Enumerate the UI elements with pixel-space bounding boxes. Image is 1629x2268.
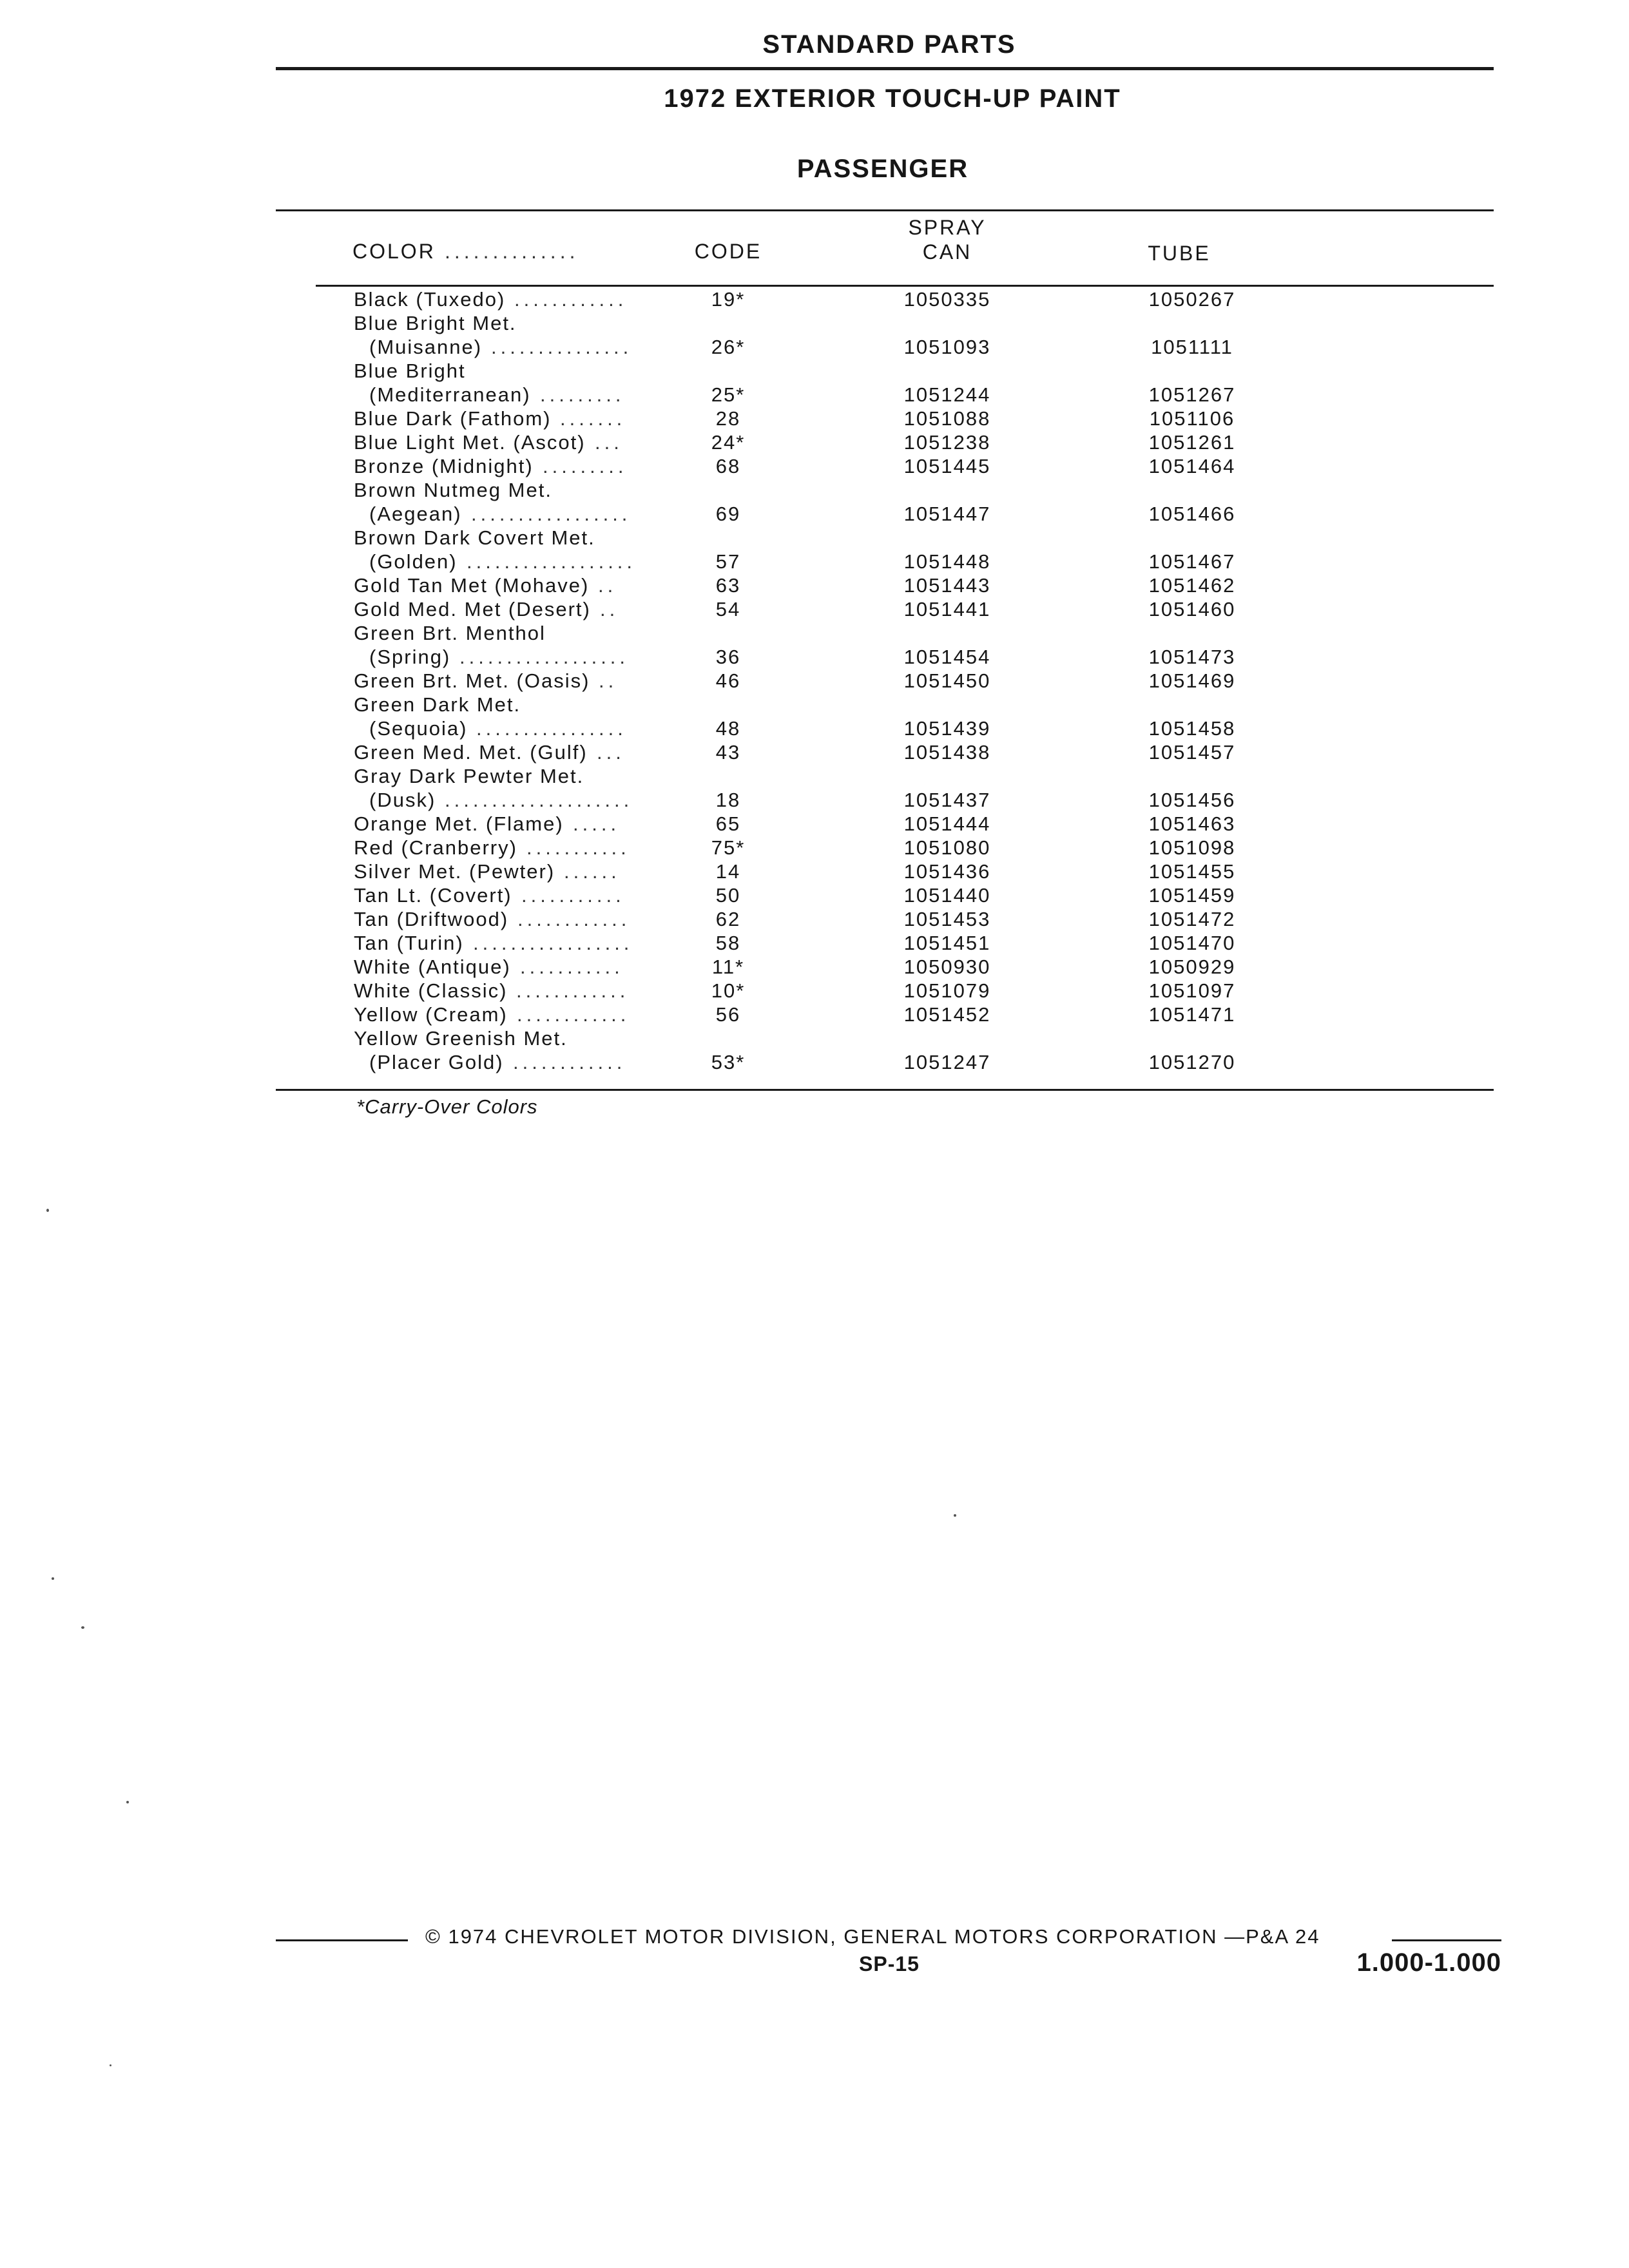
column-header-spray-line1: SPRAY: [908, 216, 987, 239]
table-row: [0, 598, 1629, 622]
cell-code: 63: [715, 574, 741, 597]
table-row: [0, 789, 1629, 812]
table-header-rule: [316, 285, 1494, 287]
cell-color: Blue Bright: [354, 360, 466, 382]
page-title: 1972 EXTERIOR TOUCH-UP PAINT: [664, 84, 1121, 113]
cell-code: 54: [715, 598, 741, 620]
cell-spray-can: 1051437: [903, 789, 991, 811]
cell-color: Gold Tan Met (Mohave): [354, 574, 590, 597]
category-title: PASSENGER: [796, 155, 969, 183]
scan-speck: [110, 2064, 111, 2066]
cell-spray-can: 1050335: [903, 288, 991, 311]
dot-leaders: ................: [476, 717, 627, 740]
table-row: [0, 383, 1629, 407]
table-row: [0, 717, 1629, 741]
scan-speck: [52, 1577, 54, 1580]
cell-color: Blue Bright Met.: [354, 312, 517, 334]
dot-leaders: ............: [517, 908, 631, 930]
dot-leaders: ...........: [521, 884, 625, 907]
cell-code: 48: [715, 717, 741, 740]
table-bottom-rule: [276, 1089, 1494, 1091]
cell-tube: 1051455: [1148, 860, 1236, 883]
cell-tube: 1051473: [1148, 646, 1236, 668]
cell-color: (Placer Gold): [369, 1051, 504, 1073]
cell-spray-can: 1051438: [903, 741, 991, 764]
dot-leaders: .....: [573, 812, 621, 835]
table-row: [0, 812, 1629, 836]
dot-leaders: .................: [473, 932, 633, 954]
cell-color: Brown Nutmeg Met.: [354, 479, 552, 501]
cell-tube: 1051472: [1148, 908, 1236, 930]
cell-tube: 1051457: [1148, 741, 1236, 764]
cell-code: 68: [715, 455, 741, 477]
cell-spray-can: 1051088: [903, 407, 991, 430]
cell-color: Green Brt. Met. (Oasis): [354, 669, 590, 692]
table-row: [0, 336, 1629, 360]
cell-color: Bronze (Midnight): [354, 455, 534, 477]
cell-color: Yellow Greenish Met.: [354, 1027, 568, 1050]
cell-color: Orange Met. (Flame): [354, 812, 564, 835]
table-top-rule: [276, 209, 1494, 211]
cell-spray-can: 1051244: [903, 383, 991, 406]
cell-code: 14: [715, 860, 741, 883]
cell-code: 19*: [711, 288, 746, 311]
cell-code: 46: [715, 669, 741, 692]
dot-leaders: ..................: [467, 550, 637, 573]
footer-rule-right: [1392, 1939, 1501, 1941]
cell-spray-can: 1051247: [903, 1051, 991, 1073]
table-row: [0, 455, 1629, 479]
cell-color: Tan (Turin): [354, 932, 464, 954]
header-rule: [276, 67, 1494, 70]
cell-color: Blue Light Met. (Ascot): [354, 431, 586, 454]
cell-spray-can: 1051080: [903, 836, 991, 859]
cell-spray-can: 1051453: [903, 908, 991, 930]
cell-tube: 1051261: [1148, 431, 1236, 454]
cell-color: Green Brt. Menthol: [354, 622, 546, 644]
column-header-spray-can: [863, 215, 1031, 264]
dot-leaders: ...: [595, 431, 623, 454]
cell-spray-can: 1051447: [903, 503, 991, 525]
cell-spray-can: 1051454: [903, 646, 991, 668]
table-row: [0, 574, 1629, 598]
cell-code: 62: [715, 908, 741, 930]
table-row: [0, 884, 1629, 908]
table-row: [0, 908, 1629, 932]
table-row-continuation: [0, 765, 1629, 789]
cell-spray-can: 1051444: [903, 812, 991, 835]
cell-tube: 1051467: [1148, 550, 1236, 573]
cell-tube: 1051458: [1148, 717, 1236, 740]
cell-spray-can: 1051451: [903, 932, 991, 954]
table-row-continuation: [0, 693, 1629, 717]
cell-spray-can: 1051441: [903, 598, 991, 620]
table-row-continuation: [0, 312, 1629, 336]
cell-code: 56: [715, 1003, 741, 1026]
cell-tube: 1051466: [1148, 503, 1236, 525]
cell-color: Tan Lt. (Covert): [354, 884, 512, 907]
cell-spray-can: 1051079: [903, 979, 991, 1002]
cell-tube: 1051459: [1148, 884, 1236, 907]
scan-speck: [954, 1514, 956, 1517]
cell-code: 26*: [711, 336, 746, 358]
cell-tube: 1051267: [1148, 383, 1236, 406]
cell-tube: 1051111: [1151, 336, 1233, 358]
dot-leaders: .........: [540, 383, 625, 406]
cell-tube: 1051456: [1148, 789, 1236, 811]
column-header-tube: TUBE: [1148, 242, 1211, 265]
page-number: 1.000-1.000: [1356, 1948, 1501, 1977]
dot-leaders: ...............: [491, 336, 633, 358]
dot-leaders: ............: [513, 1051, 626, 1073]
table-row: [0, 550, 1629, 574]
cell-tube: 1050267: [1148, 288, 1236, 311]
cell-code: 75*: [711, 836, 746, 859]
cell-spray-can: 1051452: [903, 1003, 991, 1026]
cell-color: Green Dark Met.: [354, 693, 521, 716]
dot-leaders: .........: [543, 455, 628, 477]
cell-color: Blue Dark (Fathom): [354, 407, 552, 430]
footer-rule-left: [276, 1939, 408, 1941]
dot-leaders: ...: [597, 741, 625, 764]
table-row: [0, 503, 1629, 526]
cell-color: Yellow (Cream): [354, 1003, 508, 1026]
dot-leaders: ............: [514, 288, 628, 311]
column-header-leaders: ..............: [445, 240, 579, 263]
cell-code: 58: [715, 932, 741, 954]
cell-code: 65: [715, 812, 741, 835]
table-row: [0, 956, 1629, 979]
cell-code: 28: [715, 407, 741, 430]
cell-color: (Sequoia): [369, 717, 468, 740]
cell-code: 69: [715, 503, 741, 525]
footnote: *Carry-Over Colors: [356, 1095, 538, 1118]
cell-spray-can: 1051436: [903, 860, 991, 883]
column-header-spray-line2: CAN: [922, 240, 972, 264]
dot-leaders: ...........: [526, 836, 630, 859]
cell-color: (Spring): [369, 646, 451, 668]
cell-code: 43: [715, 741, 741, 764]
cell-color: Red (Cranberry): [354, 836, 517, 859]
cell-color: Green Med. Met. (Gulf): [354, 741, 588, 764]
dot-leaders: .................: [471, 503, 631, 525]
table-row: [0, 860, 1629, 884]
cell-tube: 1051464: [1148, 455, 1236, 477]
dot-leaders: ..: [600, 598, 619, 620]
cell-tube: 1051097: [1148, 979, 1236, 1002]
cell-color: White (Classic): [354, 979, 508, 1002]
cell-tube: 1051098: [1148, 836, 1236, 859]
table-row-continuation: [0, 1027, 1629, 1051]
cell-tube: 1051460: [1148, 598, 1236, 620]
dot-leaders: ............: [517, 1003, 630, 1026]
page-code: SP-15: [859, 1952, 920, 1975]
cell-tube: 1051462: [1148, 574, 1236, 597]
cell-spray-can: 1051445: [903, 455, 991, 477]
table-row-continuation: [0, 526, 1629, 550]
dot-leaders: ....................: [445, 789, 633, 811]
cell-color: (Mediterranean): [369, 383, 531, 406]
section-title: STANDARD PARTS: [762, 30, 1016, 59]
table-row: [0, 979, 1629, 1003]
cell-code: 25*: [711, 383, 746, 406]
cell-code: 11*: [711, 956, 745, 978]
dot-leaders: .......: [560, 407, 626, 430]
table-row-continuation: [0, 622, 1629, 646]
cell-tube: 1050929: [1148, 956, 1236, 978]
cell-code: 50: [715, 884, 741, 907]
cell-spray-can: 1051439: [903, 717, 991, 740]
cell-spray-can: 1051238: [903, 431, 991, 454]
cell-tube: 1051463: [1148, 812, 1236, 835]
cell-tube: 1051469: [1148, 669, 1236, 692]
cell-tube: 1051270: [1148, 1051, 1236, 1073]
cell-color: Gold Med. Met (Desert): [354, 598, 591, 620]
cell-code: 57: [715, 550, 741, 573]
cell-tube: 1051471: [1148, 1003, 1236, 1026]
cell-code: 18: [715, 789, 741, 811]
cell-spray-can: 1051440: [903, 884, 991, 907]
table-row: [0, 669, 1629, 693]
cell-color: White (Antique): [354, 956, 511, 978]
table-row-continuation: [0, 479, 1629, 503]
cell-color: (Dusk): [369, 789, 436, 811]
column-header-code: CODE: [694, 240, 762, 263]
cell-color: Tan (Driftwood): [354, 908, 509, 930]
cell-color: Silver Met. (Pewter): [354, 860, 555, 883]
table-row: [0, 836, 1629, 860]
cell-tube: 1051106: [1149, 407, 1235, 430]
cell-spray-can: 1051448: [903, 550, 991, 573]
cell-color: Black (Tuxedo): [354, 288, 506, 311]
table-row: [0, 288, 1629, 312]
scan-speck: [46, 1209, 49, 1212]
cell-spray-can: 1051093: [903, 336, 991, 358]
dot-leaders: ............: [516, 979, 630, 1002]
cell-tube: 1051470: [1148, 932, 1236, 954]
scan-speck: [126, 1801, 129, 1803]
cell-spray-can: 1050930: [903, 956, 991, 978]
cell-code: 24*: [711, 431, 746, 454]
cell-color: (Muisanne): [369, 336, 483, 358]
copyright-notice: © 1974 CHEVROLET MOTOR DIVISION, GENERAL MOTORS CORPORATION —P&A 24: [425, 1925, 1320, 1948]
cell-color: Gray Dark Pewter Met.: [354, 765, 584, 787]
table-row: [0, 646, 1629, 669]
cell-code: 10*: [711, 979, 746, 1002]
cell-color: Brown Dark Covert Met.: [354, 526, 595, 549]
table-row: [0, 932, 1629, 956]
dot-leaders: ..................: [459, 646, 630, 668]
cell-code: 53*: [711, 1051, 746, 1073]
table-row: [0, 407, 1629, 431]
dot-leaders: ...........: [520, 956, 624, 978]
table-row: [0, 741, 1629, 765]
table-row-continuation: [0, 360, 1629, 383]
table-row: [0, 431, 1629, 455]
cell-color: (Aegean): [369, 503, 462, 525]
scan-speck: [81, 1626, 84, 1629]
column-header-color: COLOR: [352, 240, 436, 263]
cell-code: 36: [715, 646, 741, 668]
table-row: [0, 1051, 1629, 1075]
cell-color: (Golden): [369, 550, 458, 573]
cell-spray-can: 1051450: [903, 669, 991, 692]
dot-leaders: ......: [564, 860, 621, 883]
table-row: [0, 1003, 1629, 1027]
dot-leaders: ..: [599, 669, 618, 692]
dot-leaders: ..: [598, 574, 617, 597]
cell-spray-can: 1051443: [903, 574, 991, 597]
